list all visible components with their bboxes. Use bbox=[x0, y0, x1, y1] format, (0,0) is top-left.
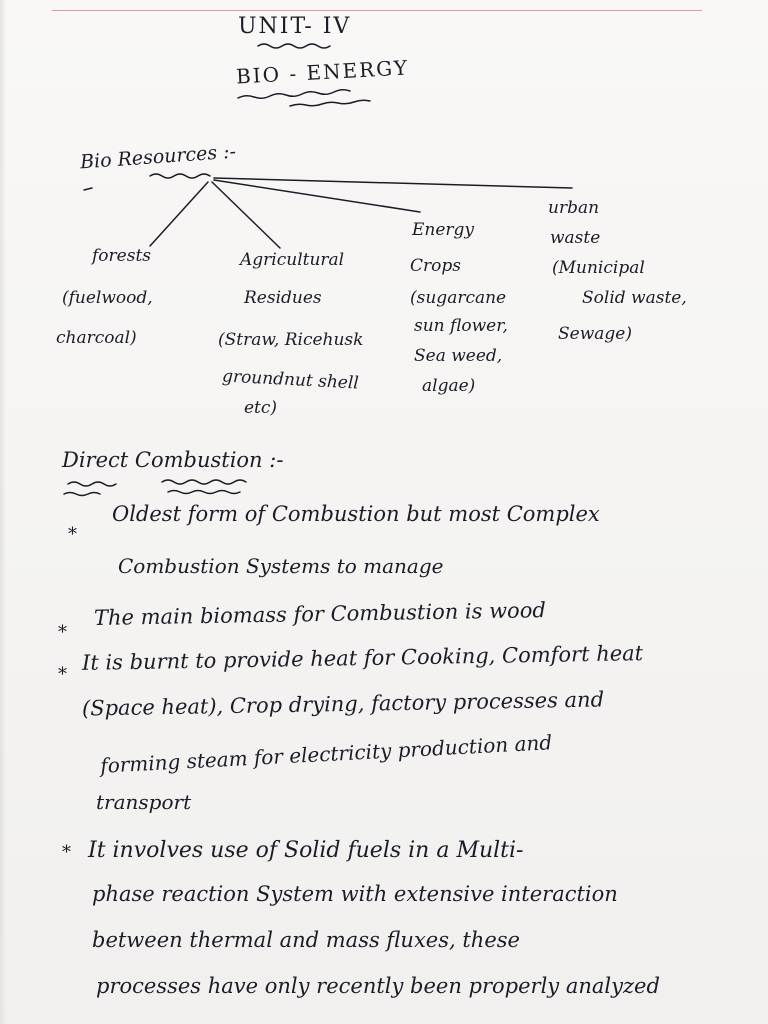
bullet-4: * bbox=[62, 842, 71, 863]
combustion-line-8: It involves use of Solid fuels in a Multi- bbox=[88, 838, 524, 863]
page-edge-shadow bbox=[0, 0, 6, 1024]
subject-underline-1 bbox=[238, 90, 350, 99]
branch-agri-line-4: groundnut shell bbox=[221, 366, 360, 394]
branch-agri-line-5: etc) bbox=[244, 398, 278, 418]
connector-urban bbox=[214, 178, 572, 188]
combustion-line-10: between thermal and mass fluxes, these bbox=[92, 928, 520, 952]
resources-underline-left bbox=[84, 188, 92, 190]
branch-crops-line-1: Energy bbox=[412, 220, 475, 240]
unit-title: UNIT- IV bbox=[238, 14, 352, 39]
unit-underline bbox=[258, 44, 330, 48]
combustion-underline-2 bbox=[162, 480, 246, 484]
subject-underline-2 bbox=[290, 100, 370, 106]
combustion-line-2: Combustion Systems to manage bbox=[118, 554, 444, 578]
combustion-underline-3 bbox=[64, 493, 100, 496]
branch-forests-line-1: forests bbox=[92, 246, 151, 266]
branch-agri-line-2: Residues bbox=[244, 288, 322, 308]
branch-crops-line-6: algae) bbox=[422, 376, 476, 396]
direct-combustion-heading: Direct Combustion :- bbox=[62, 448, 284, 472]
resources-underline bbox=[150, 174, 210, 178]
branch-urban-line-3: (Municipal bbox=[552, 258, 645, 278]
combustion-underline-1 bbox=[68, 482, 116, 486]
combustion-line-1: Oldest form of Combustion but most Complex bbox=[112, 502, 600, 526]
bullet-3: * bbox=[58, 664, 67, 685]
subject-title: BIO - ENERGY bbox=[235, 55, 410, 89]
combustion-line-3: The main biomass for Combustion is wood bbox=[93, 598, 546, 630]
combustion-line-6: forming steam for electricity production and bbox=[99, 730, 553, 778]
combustion-line-7: transport bbox=[96, 790, 192, 814]
combustion-line-11: processes have only recently been properly analyzed bbox=[96, 974, 660, 998]
branch-urban-line-4: Solid waste, bbox=[582, 288, 687, 308]
branch-agri-line-1: Agricultural bbox=[240, 250, 345, 270]
branch-crops-line-4: sun flower, bbox=[414, 316, 508, 336]
combustion-line-4: It is burnt to provide heat for Cooking, Comfort heat bbox=[81, 641, 644, 675]
branch-urban-line-2: waste bbox=[550, 228, 601, 248]
combustion-underline-4 bbox=[168, 491, 240, 494]
branch-crops-line-3: (sugarcane bbox=[410, 288, 507, 308]
branch-urban-line-5: Sewage) bbox=[558, 324, 632, 344]
bullet-1: * bbox=[68, 524, 77, 545]
bullet-2: * bbox=[58, 622, 67, 643]
top-margin-rule bbox=[52, 10, 702, 11]
branch-crops-line-2: Crops bbox=[410, 256, 461, 276]
connector-forests bbox=[150, 182, 208, 246]
branch-forests-line-3: charcoal) bbox=[56, 328, 137, 348]
branch-crops-line-5: Sea weed, bbox=[414, 346, 503, 366]
combustion-line-5: (Space heat), Crop drying, factory processes and bbox=[81, 687, 605, 721]
combustion-line-9: phase reaction System with extensive interaction bbox=[92, 882, 618, 906]
connector-crops bbox=[214, 180, 420, 212]
branch-forests-line-2: (fuelwood, bbox=[62, 288, 153, 308]
bio-resources-heading: Bio Resources :- bbox=[79, 140, 237, 174]
connector-agri bbox=[212, 182, 280, 248]
branch-agri-line-3: (Straw, Ricehusk bbox=[218, 330, 364, 350]
branch-urban-line-1: urban bbox=[548, 198, 600, 218]
